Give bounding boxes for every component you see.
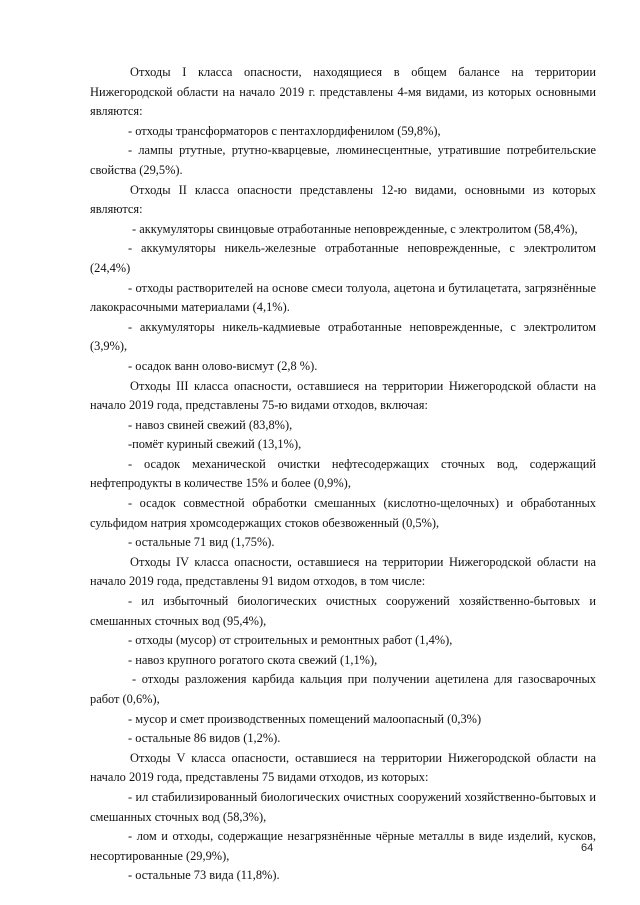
list-item: - осадок механической очистки нефтесодержащих сточных вод, содержащий нефтепродукты в количестве 15% и более (0,9%), — [90, 456, 596, 491]
list-item: - ил стабилизированный биологических очистных сооружений хозяйственно-бытовых и смешанных сточных вод (58,3%), — [90, 789, 596, 824]
list-item: - аккумуляторы никель-кадмиевые отработанные неповрежденные, с электролитом (3,9%), — [90, 319, 596, 354]
document-body — [90, 63, 596, 886]
list-item: - лом и отходы, содержащие незагрязнённые чёрные металлы в виде изделий, кусков, несортированные (29,9%), — [90, 829, 596, 863]
list-item: - отходы (мусор) от строительных и ремонтных работ (1,4%), — [128, 633, 453, 648]
list-item: - аккумуляторы свинцовые отработанные неповрежденные, с электролитом (58,4%), — [132, 221, 578, 236]
list-item: - остальные 86 видов (1,2%). — [128, 731, 281, 746]
list-item: -помёт куриный свежий (13,1%), — [128, 437, 302, 452]
list-item: - аккумуляторы никель-железные отработанные неповрежденные, с электролитом (24,4%) — [90, 241, 596, 275]
list-item: - осадок совместной обработки смешанных (кислотно-щелочных) и обработанных сульфидом натрия хромсодержащих стоков обезвоженный (0,5%), — [90, 496, 596, 530]
paragraph-class-2-intro: Отходы II класса опасности представлены 12-ю видами, основными из которых являются: — [90, 182, 596, 217]
list-item: - ил избыточный биологических очистных сооружений хозяйственно-бытовых и смешанных сточных вод (95,4%), — [90, 594, 596, 628]
paragraph-class-1-intro: Отходы I класса опасности, находящиеся в общем балансе на территории Нижегородской области на начало 2019 г. представлены 4-мя видами, из которых основными являются: — [90, 65, 596, 119]
list-item: - навоз свиней свежий (83,8%), — [128, 417, 293, 432]
list-item: - отходы разложения карбида кальция при получении ацетилена для газосварочных работ (0,6%), — [90, 672, 596, 706]
list-item: - мусор и смет производственных помещений малоопасный (0,3%) — [128, 711, 482, 726]
list-item: - отходы растворителей на основе смеси толуола, ацетона и бутилацетата, загрязнённые лакокрасочными материалами (4,1%). — [90, 280, 596, 315]
list-item: - остальные 73 вида (11,8%). — [128, 868, 280, 883]
list-item: - остальные 71 вид (1,75%). — [128, 535, 275, 550]
paragraph-class-3-intro: Отходы III класса опасности, оставшиеся на территории Нижегородской области на начало 2019 года, представлены 75-ю видами отходов, включая: — [90, 378, 596, 413]
list-item: - отходы трансформаторов с пентахлордифенилом (59,8%), — [128, 123, 441, 138]
list-item: - навоз крупного рогатого скота свежий (1,1%), — [128, 652, 378, 667]
page-number: 64 — [581, 842, 594, 854]
paragraph-class-5-intro: Отходы V класса опасности, оставшиеся на территории Нижегородской области на начало 2019 года, представлены 75 видами отходов, из которых: — [90, 750, 596, 785]
paragraph-class-4-intro: Отходы IV класса опасности, оставшиеся на территории Нижегородской области на начало 2019 года, представлены 91 видом отходов, в том числе: — [90, 554, 596, 589]
list-item: - осадок ванн олово-висмут (2,8 %). — [128, 358, 318, 373]
list-item: - лампы ртутные, ртутно-кварцевые, люминесцентные, утратившие потребительские свойства (29,5%). — [90, 143, 596, 177]
